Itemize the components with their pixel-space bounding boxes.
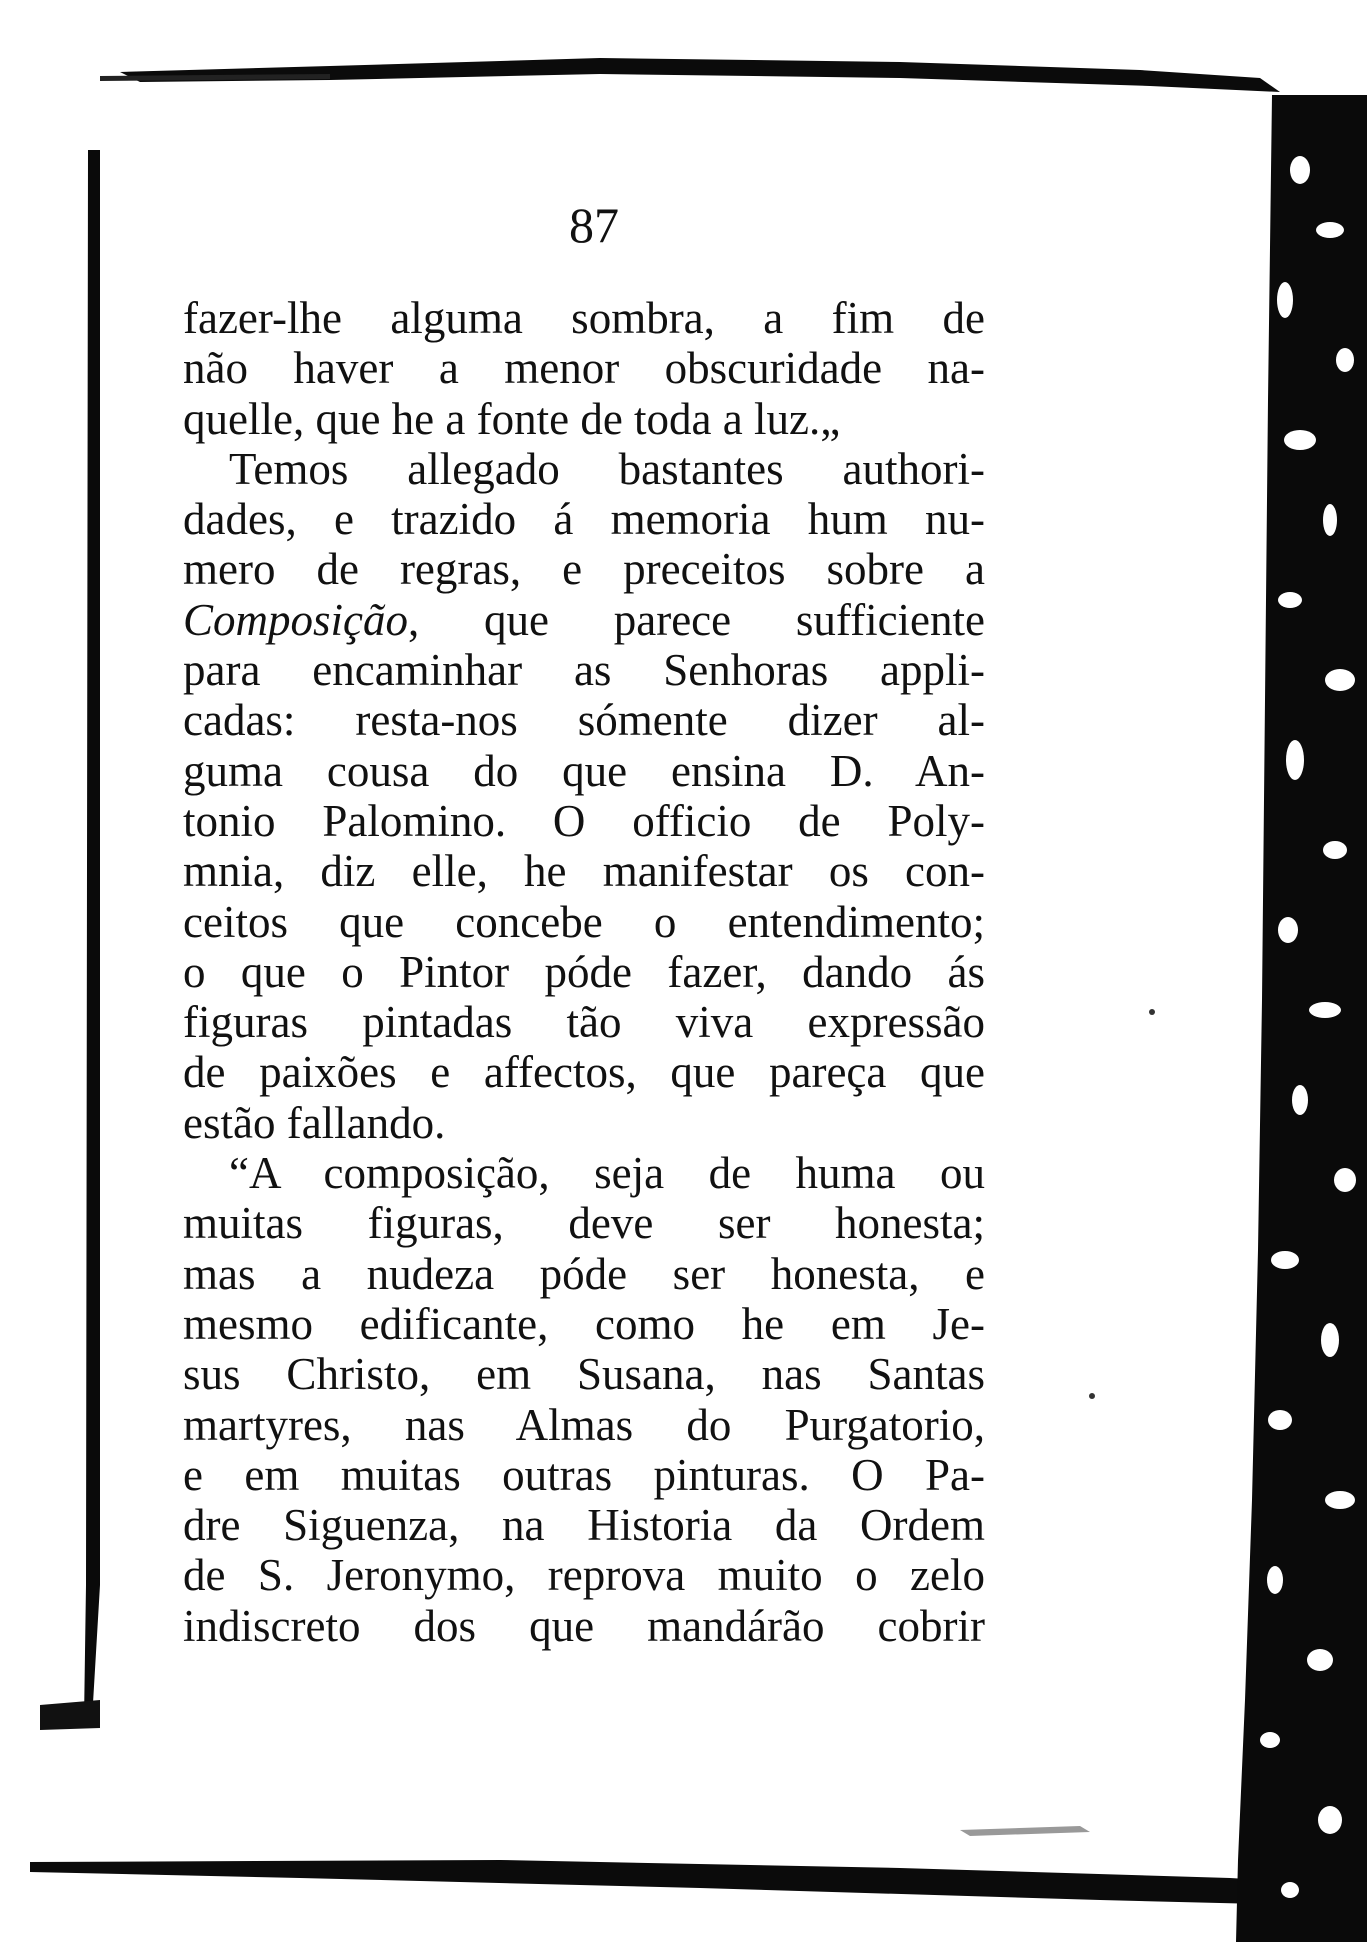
text-line: tonio Palomino. O officio de Poly-	[183, 795, 985, 846]
text-line: sus Christo, em Susana, nas Santas	[183, 1349, 985, 1400]
page-number: 87	[569, 197, 619, 253]
text-line: mesmo edificante, como he em Je-	[183, 1298, 985, 1349]
body-text	[183, 293, 985, 1651]
left-spine-shadow	[84, 150, 100, 1720]
text-line: de S. Jeronymo, reprova muito o zelo	[183, 1550, 985, 1601]
text-line: martyres, nas Almas do Purgatorio,	[183, 1399, 985, 1450]
text-line: mnia, diz elle, he manifestar os con-	[183, 846, 985, 897]
bottom-edge-shadow	[30, 1860, 1300, 1905]
text-line: “A composição, seja de huma ou	[229, 1148, 985, 1199]
text-line: quelle, que he a fonte de toda a luz.„	[183, 393, 841, 444]
text-line: e em muitas outras pinturas. O Pa-	[183, 1449, 985, 1500]
right-marbled-edge	[1236, 95, 1367, 1942]
stray-dot	[1149, 1009, 1155, 1015]
text-line: indiscreto dos que mandárão cobrir	[183, 1600, 985, 1651]
text-line: para encaminhar as Senhoras appli-	[183, 645, 985, 696]
text-line: mero de regras, e preceitos sobre a	[183, 544, 985, 595]
text-line: não haver a menor obscuridade na-	[183, 343, 985, 394]
text-line: o que o Pintor póde fazer, dando ás	[183, 946, 985, 997]
text-line: dades, e trazido á memoria hum nu-	[183, 494, 985, 545]
text-line: de paixões e affectos, que pareça que	[183, 1047, 985, 1098]
stray-mark	[960, 1826, 1090, 1836]
italic-term: Composição	[183, 594, 408, 645]
text-line: dre Siguenza, na Historia da Ordem	[183, 1500, 985, 1551]
text-line: mas a nudeza póde ser honesta, e	[183, 1248, 985, 1299]
text-line	[183, 595, 985, 645]
text-line: Temos allegado bastantes authori-	[229, 443, 985, 494]
text-line: cadas: resta-nos sómente dizer al-	[183, 695, 985, 746]
text-line: fazer-lhe alguma sombra, a fim de	[183, 293, 985, 343]
text-line: ceitos que concebe o entendimento;	[183, 896, 985, 947]
left-spine-foot	[40, 1700, 100, 1730]
text-line: guma cousa do que ensina D. An-	[183, 745, 985, 796]
stray-dot	[1089, 1393, 1095, 1399]
text-line: muitas figuras, deve ser honesta;	[183, 1198, 985, 1249]
text-line: figuras pintadas tão viva expressão	[183, 997, 985, 1048]
text-line-rest: , que parece sufficiente	[408, 594, 985, 645]
text-line: estão fallando.	[183, 1097, 446, 1148]
